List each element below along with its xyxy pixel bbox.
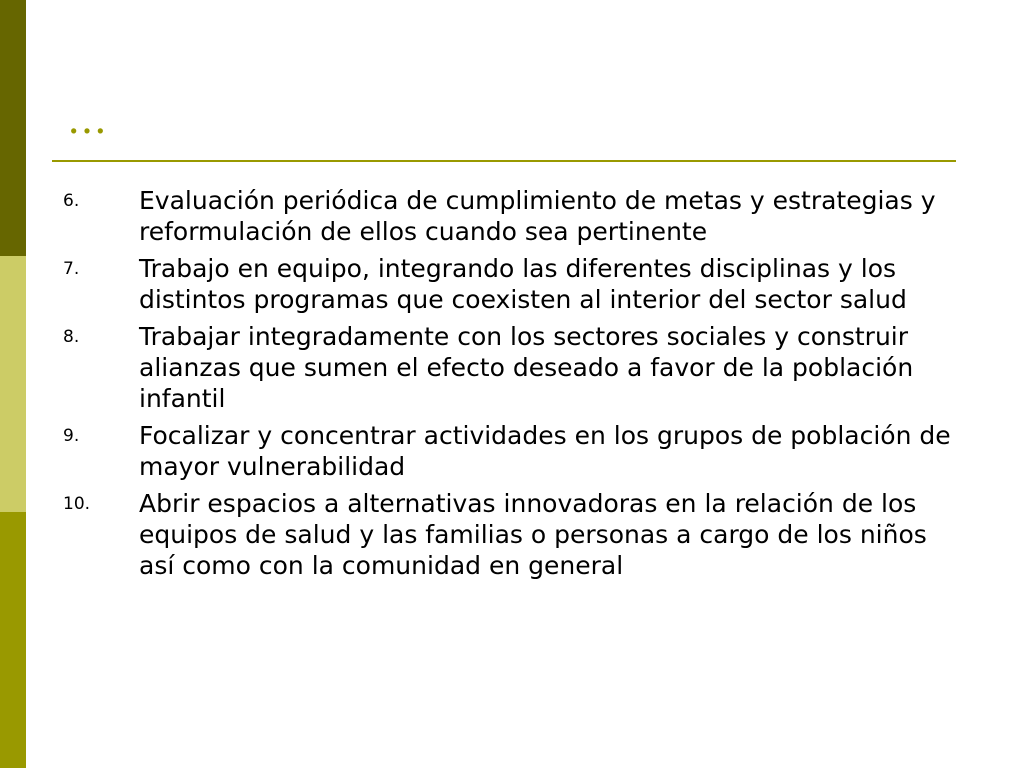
list-item-number: 8. bbox=[63, 327, 80, 347]
list-item bbox=[63, 321, 963, 414]
side-bar-middle bbox=[0, 256, 26, 512]
list-item-number: 9. bbox=[63, 426, 80, 446]
list-item-text: Abrir espacios a alternativas innovadoras en la relación de los equipos de salud y las familias o personas a cargo de los niños así como con la comunidad en general bbox=[139, 489, 927, 580]
list-item-number: 10. bbox=[63, 494, 91, 514]
slide-title: … bbox=[67, 97, 115, 143]
title-divider bbox=[52, 160, 956, 162]
side-bar-bottom bbox=[0, 512, 26, 768]
list-item-number: 6. bbox=[63, 191, 80, 211]
list-item bbox=[63, 488, 963, 581]
list-item-text: Evaluación periódica de cumplimiento de metas y estrategias y reformulación de ellos cuando sea pertinente bbox=[139, 186, 936, 246]
list-item-text: Trabajar integradamente con los sectores sociales y construir alianzas que sumen el efecto deseado a favor de la población infantil bbox=[139, 322, 914, 413]
list-item-number: 7. bbox=[63, 259, 80, 279]
list-item-text: Trabajo en equipo, integrando las diferentes disciplinas y los distintos programas que coexisten al interior del sector salud bbox=[139, 254, 907, 314]
list-item-text: Focalizar y concentrar actividades en los grupos de población de mayor vulnerabilidad bbox=[139, 421, 951, 481]
list-item bbox=[63, 253, 963, 315]
list-item bbox=[63, 420, 963, 482]
numbered-list bbox=[63, 185, 963, 587]
side-bar-top bbox=[0, 0, 26, 256]
list-item bbox=[63, 185, 963, 247]
